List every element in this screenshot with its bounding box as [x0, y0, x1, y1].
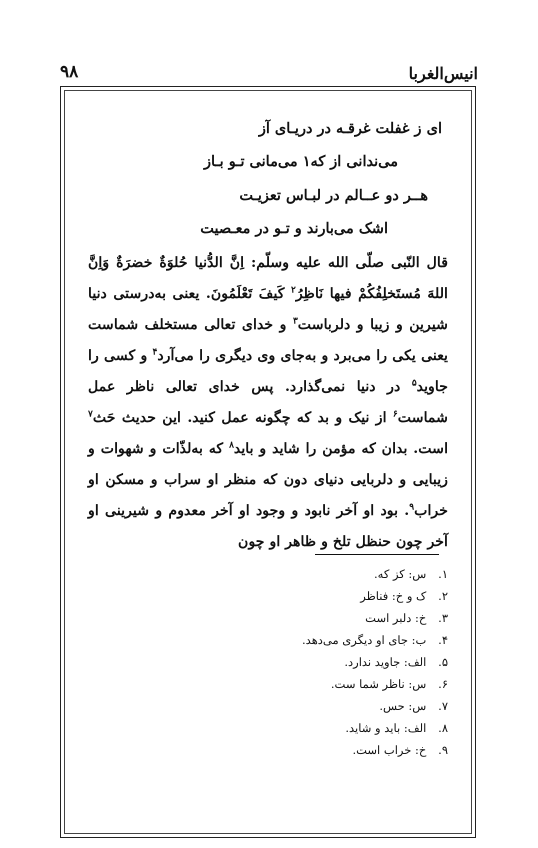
- footnote-text: ب: جای او دیگری می‌دهد.: [302, 633, 427, 647]
- footnote: [88, 607, 448, 629]
- prose-text: . بود او آخر نابود و وجود او آخر معدوم و شیرینی او آخر چون حنظل تلخ و ظاهر او چون: [88, 503, 448, 550]
- prose-text: از نیک و بد که چگونه عمل کنید. این حدیث حَث: [92, 410, 393, 426]
- footnote-text: الف: جاوید ندارد.: [344, 655, 427, 669]
- footnote: [88, 717, 448, 739]
- footnote-text: خ: دلبر است: [365, 611, 427, 625]
- footnote-number: ۴.: [438, 633, 448, 647]
- footnote: [88, 673, 448, 695]
- running-title: انیس‌الغربا: [408, 64, 478, 83]
- prose-text: و کسی را جاوید: [88, 348, 448, 395]
- footnote-ref: ۲: [290, 285, 296, 296]
- footnote-number: ۹.: [438, 743, 448, 757]
- page-body: [88, 106, 448, 572]
- page-number: ۹۸: [60, 62, 79, 82]
- footnotes: [88, 563, 448, 761]
- poem-verse: می‌ندانی از که۱ می‌مانی تـو بـاز: [203, 153, 398, 170]
- footnote-ref: ۴: [152, 347, 158, 358]
- footnote-number: ۲.: [438, 589, 448, 603]
- footnote-number: ۸.: [438, 721, 448, 735]
- footnote: [88, 695, 448, 717]
- footnote-separator: [315, 554, 439, 555]
- footnote: [88, 651, 448, 673]
- footnote-number: ۵.: [438, 655, 448, 669]
- prose-text: کَیفَ تَعْلَمُونَ. یعنی به‌درستی دنیا شیرین و زیبا و دلرباست: [88, 286, 448, 333]
- footnote-ref: ۷: [88, 409, 93, 420]
- prose-text: که به‌لذّات و شهوات و زیبایی و دلربایی دنیای دون که منظر او سراب و مسکن او خراب: [88, 441, 448, 519]
- poem-verse: اشک می‌بارند و تـو در معـصیت: [200, 220, 388, 237]
- footnote-number: ۱.: [438, 567, 448, 581]
- footnote: [88, 585, 448, 607]
- footnote-number: ۷.: [438, 699, 448, 713]
- footnote: [88, 739, 448, 761]
- page-header: [60, 60, 478, 84]
- footnote-ref: ۳: [292, 316, 298, 327]
- footnote-number: ۶.: [438, 677, 448, 691]
- footnote: [88, 563, 448, 585]
- footnote-ref: ۵: [411, 378, 417, 389]
- footnote-text: س: حس.: [379, 699, 427, 713]
- prose-text: قال النّبی صلّی الله علیه وسلّم: اِنَّ الدُّنیا حُلوَةٌ خضرَةٌ وَاِنَّ اللهَ مُستَخلِفُکُمْ فیها نَاظِرُ: [88, 255, 448, 302]
- footnote-ref: ۹: [409, 502, 415, 513]
- footnote: [88, 629, 448, 651]
- prose-paragraph: [88, 248, 448, 558]
- prose-text: در دنیا نمی‌گذارد. پس خدای تعالی ناظر عمل شماست: [88, 379, 448, 426]
- poem-verse: ای ز غفلت غرقـه در دریـای آز: [258, 120, 442, 137]
- prose-text: است. بدان که مؤمن را شاید و باید: [233, 441, 449, 457]
- footnote-text: ک و خ: فناظر: [360, 589, 427, 603]
- footnote-text: الف: باید و شاید.: [345, 721, 427, 735]
- footnote-number: ۳.: [438, 611, 448, 625]
- poem-verse: هــر دو عــالم در لبـاس تعزیـت: [239, 187, 428, 204]
- footnote-ref: ۶: [392, 409, 398, 420]
- footnote-ref: ۸: [229, 440, 234, 451]
- footnote-text: س: ناظر شما ست.: [330, 677, 427, 691]
- footnote-text: س: کز که.: [374, 567, 427, 581]
- poem: [88, 106, 448, 244]
- footnote-text: خ: خراب است.: [352, 743, 427, 757]
- prose-text: و خدای تعالی مستخلف شماست یعنی یکی را می‌برد و به‌جای وی دیگری را می‌آرد: [88, 317, 448, 364]
